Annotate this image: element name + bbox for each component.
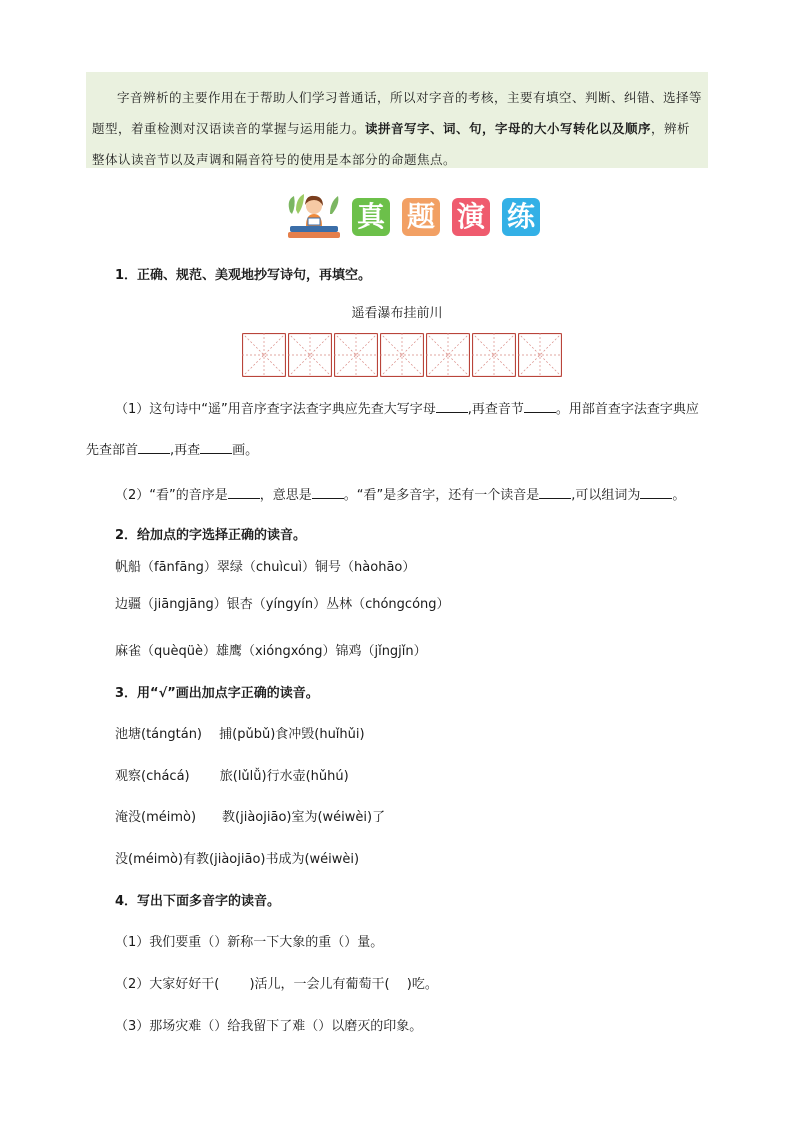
q4-heading: 4．写出下面多音字的读音。 — [115, 894, 281, 909]
q2-line-3: 麻雀（quèqüè）雄鹰（xióngxóng）锦鸡（jǐngjǐn） — [115, 644, 427, 659]
q4-line-2: （2）大家好好干( )活儿，一会儿有葡萄干( )吃。 — [115, 977, 438, 992]
q1-part1: （1）这句诗中“遥”用音序查字法查字典应先查大写字母 ,再查音节 。用部首查字法查字典应先查部首 ,再查 画。 — [86, 402, 699, 458]
q4-line-3: （3）那场灾难（）给我留下了难（）以磨灭的印象。 — [115, 1019, 423, 1034]
q3-line-3: 淹没(méimò) 教(jiàojiāo)室为(wéiwèi)了 — [115, 810, 386, 825]
banner-tile-1: 真 — [352, 198, 390, 236]
writing-cell[interactable] — [472, 333, 516, 377]
intro-box — [86, 72, 708, 168]
q3-line-1: 池塘(tángtán) 捕(pǔbǔ)食冲毁(huǐhǔi) — [115, 727, 365, 742]
banner-tile-2: 题 — [402, 198, 440, 236]
q3-line-4: 没(méimò)有教(jiàojiāo)书成为(wéiwèi) — [115, 852, 360, 867]
banner-tile-4: 练 — [502, 198, 540, 236]
q1-part2: （2）“看”的音序是 ，意思是 。“看”是多音字，还有一个读音是 ,可以组词为 。 — [115, 488, 686, 503]
poem-line: 遥看瀑布挂前川 — [351, 306, 443, 321]
writing-cell[interactable] — [242, 333, 286, 377]
writing-cell[interactable] — [380, 333, 424, 377]
q3-line-2: 观察(chácá) 旅(lǔlǚ)行水壶(hǔhú) — [115, 769, 349, 784]
writing-cell[interactable] — [288, 333, 332, 377]
q1-heading: 1．正确、规范、美观地抄写诗句，再填空。 — [115, 268, 372, 283]
reading-girl-icon — [284, 192, 344, 240]
writing-grid — [242, 333, 564, 377]
q2-line-2: 边疆（jiāngjāng）银杏（yíngyín）丛林（chóngcóng） — [115, 597, 450, 612]
intro-text-end: ，辨析整体认读音节以及声调和隔音符号的使用是本部分的命题焦点。 — [92, 121, 691, 167]
writing-cell[interactable] — [426, 333, 470, 377]
q4-line-1: （1）我们要重（）新称一下大象的重（）量。 — [115, 935, 384, 950]
writing-cell[interactable] — [518, 333, 562, 377]
q3-heading: 3．用“√”画出加点字正确的读音。 — [115, 686, 319, 701]
intro-text: 字音辨析的主要作用在于帮助人们学习普通话，所以对字音的考核，主要有填空、判断、纠错、选择等题型，着重检测对汉语读音的掌握与运用能力。 — [92, 90, 703, 136]
section-banner — [284, 192, 544, 242]
writing-cell[interactable] — [334, 333, 378, 377]
intro-bold-text: 读拼音写字、词、句，字母的大小写转化以及顺序 — [365, 121, 652, 136]
banner-tile-3: 演 — [452, 198, 490, 236]
q2-heading: 2．给加点的字选择正确的读音。 — [115, 528, 307, 543]
q2-line-1: 帆船（fānfāng）翠绿（chuìcuì）铜号（hàohāo） — [115, 560, 416, 575]
